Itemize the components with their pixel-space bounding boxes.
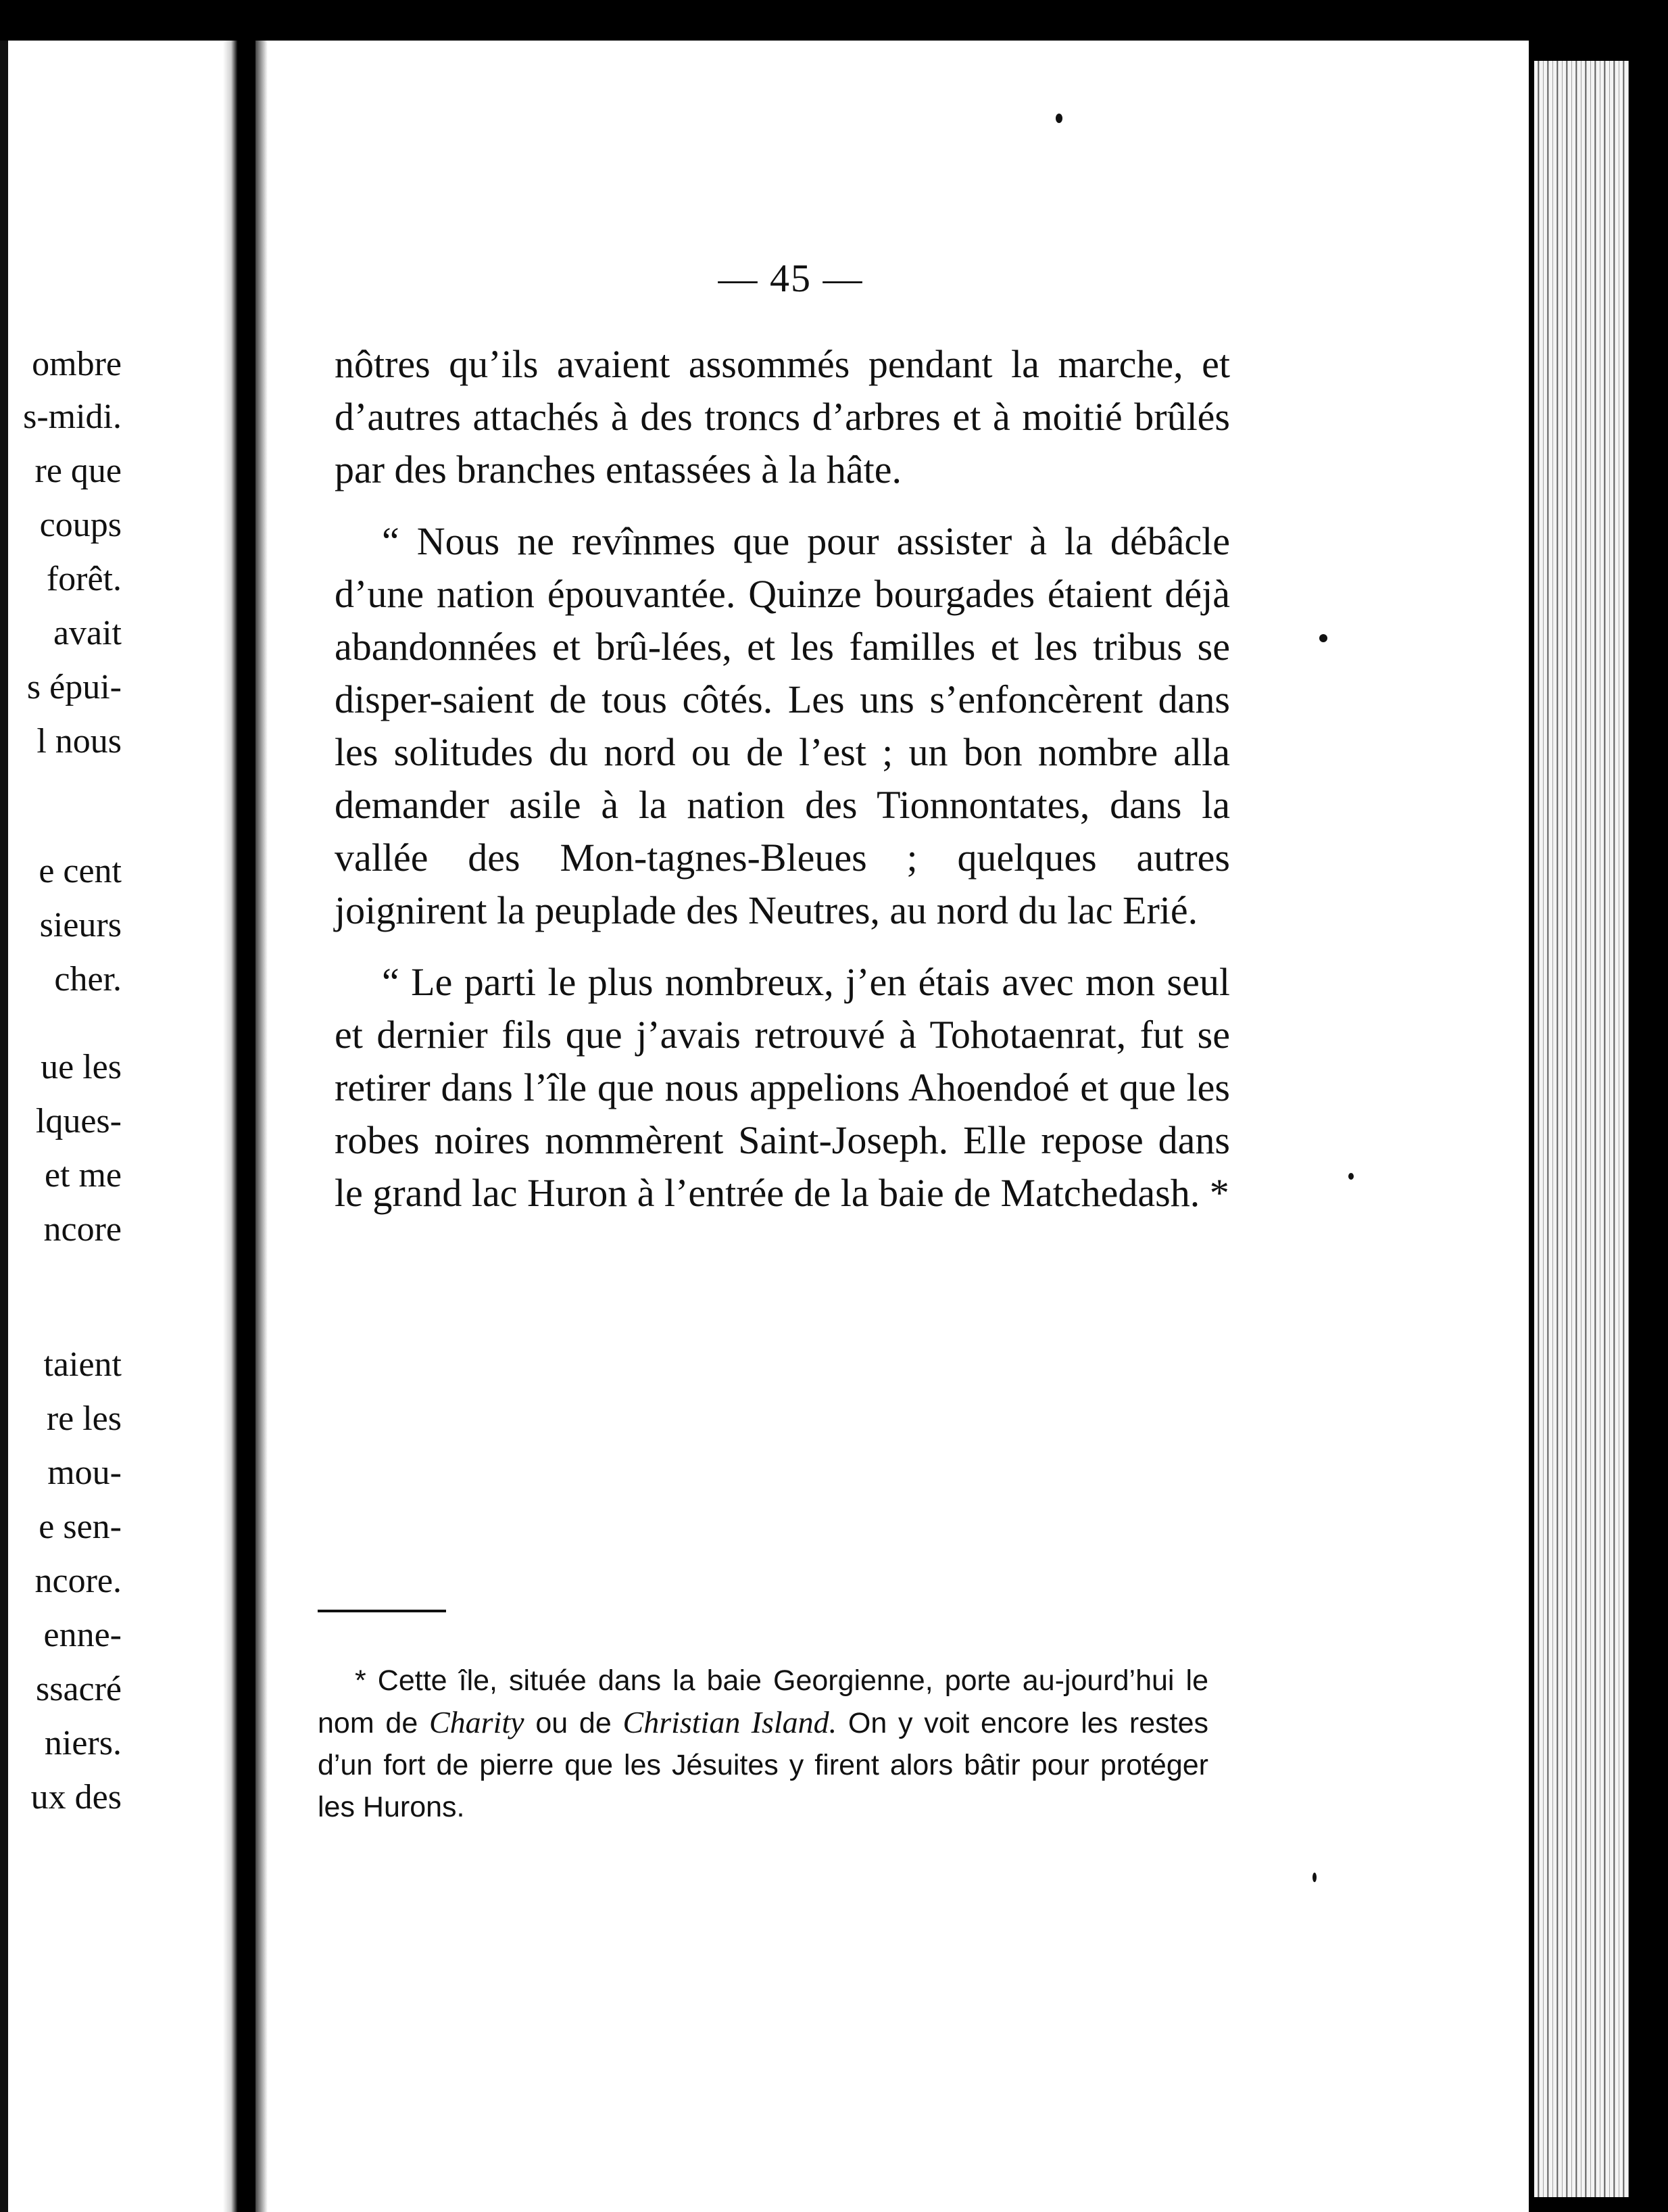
- facing-page-fragment: [0, 338, 125, 1893]
- facing-page-line: niers.: [44, 1724, 122, 1762]
- footnote-text: On y voit encore les restes d’un fort de pierre que les Jésuites y firent alors bâtir pour protéger les Hurons.: [318, 1707, 1209, 1823]
- facing-page-line: s épui-: [26, 668, 122, 706]
- footnote-marker: *: [355, 1664, 366, 1697]
- footnote-rule: [318, 1610, 446, 1612]
- facing-page-line: cher.: [54, 960, 122, 999]
- dust-speck: [1348, 1173, 1354, 1180]
- footnote: [318, 1660, 1208, 1828]
- facing-page-line: ombre: [32, 345, 122, 383]
- facing-page-line: s-midi.: [23, 398, 122, 436]
- facing-page-line: ue les: [41, 1048, 122, 1086]
- facing-page-line: ux des: [30, 1778, 122, 1817]
- facing-page-line: et me: [44, 1156, 122, 1195]
- facing-page-line: l nous: [36, 722, 122, 761]
- facing-page-line: sieurs: [39, 906, 122, 944]
- page-number: — 45 —: [718, 256, 864, 300]
- paragraph: “ Nous ne revînmes que pour assister à la débâcle d’une nation épouvantée. Quinze bourgades étaient déjà abandonnées et brû-lées, et les familles et les tribus se disper-saient de tous côtés. Les uns s’enfoncèrent dans les solitudes du nord ou de l’est ; un bon nombre alla demander asile à la nation des Tionnontates, dans la vallée des Mon-tagnes-Bleues ; quelques autres joignirent la peuplade des Neutres, au nord du lac Erié.: [335, 519, 1230, 932]
- scan-top-border: [0, 0, 1668, 41]
- gutter-shadow: [255, 41, 268, 2212]
- facing-page-line: e sen-: [39, 1508, 122, 1546]
- facing-page-line: mou-: [47, 1453, 122, 1492]
- facing-page-line: re que: [34, 452, 122, 490]
- facing-page-line: e cent: [39, 852, 122, 890]
- facing-page-line: avait: [53, 614, 122, 652]
- facing-page-line: taient: [43, 1345, 122, 1384]
- facing-page-line: ssacré: [35, 1670, 122, 1708]
- dust-speck: [1319, 634, 1327, 642]
- facing-page-line: forêt.: [46, 560, 122, 598]
- facing-page-line: ncore: [43, 1210, 122, 1249]
- stacked-page-edges: [1534, 61, 1629, 2197]
- facing-page-line: coups: [39, 506, 122, 544]
- facing-page-line: lques-: [35, 1102, 122, 1140]
- facing-page-line: ncore.: [34, 1562, 122, 1600]
- dust-speck: [1313, 1873, 1317, 1882]
- paragraph: nôtres qu’ils avaient assommés pendant la marche, et d’autres attachés à des troncs d’arbres et à moitié brûlés par des branches entassées à la hâte.: [335, 342, 1230, 491]
- facing-page-line: enne-: [43, 1616, 122, 1654]
- footnote-italic: Charity: [429, 1705, 524, 1739]
- facing-page-line: re les: [46, 1399, 122, 1438]
- page-body: [335, 338, 1230, 1220]
- dust-speck: [1056, 114, 1062, 123]
- paragraph: “ Le parti le plus nombreux, j’en étais avec mon seul et dernier fils que j’avais retrouvé à Tohotaenrat, fut se retirer dans l’île que nous appelions Ahoendoé et que les robes noires nommèrent Saint-Joseph. Elle repose dans le grand lac Huron à l’entrée de la baie de Matchedash. *: [335, 960, 1230, 1215]
- footnote-text: Cette île, située dans la baie Georgienne, porte au-jourd’hui le nom de: [318, 1664, 1208, 1739]
- footnote-italic: Christian Island.: [622, 1705, 837, 1739]
- book-gutter: [223, 41, 255, 2212]
- footnote-text: ou de: [535, 1707, 612, 1739]
